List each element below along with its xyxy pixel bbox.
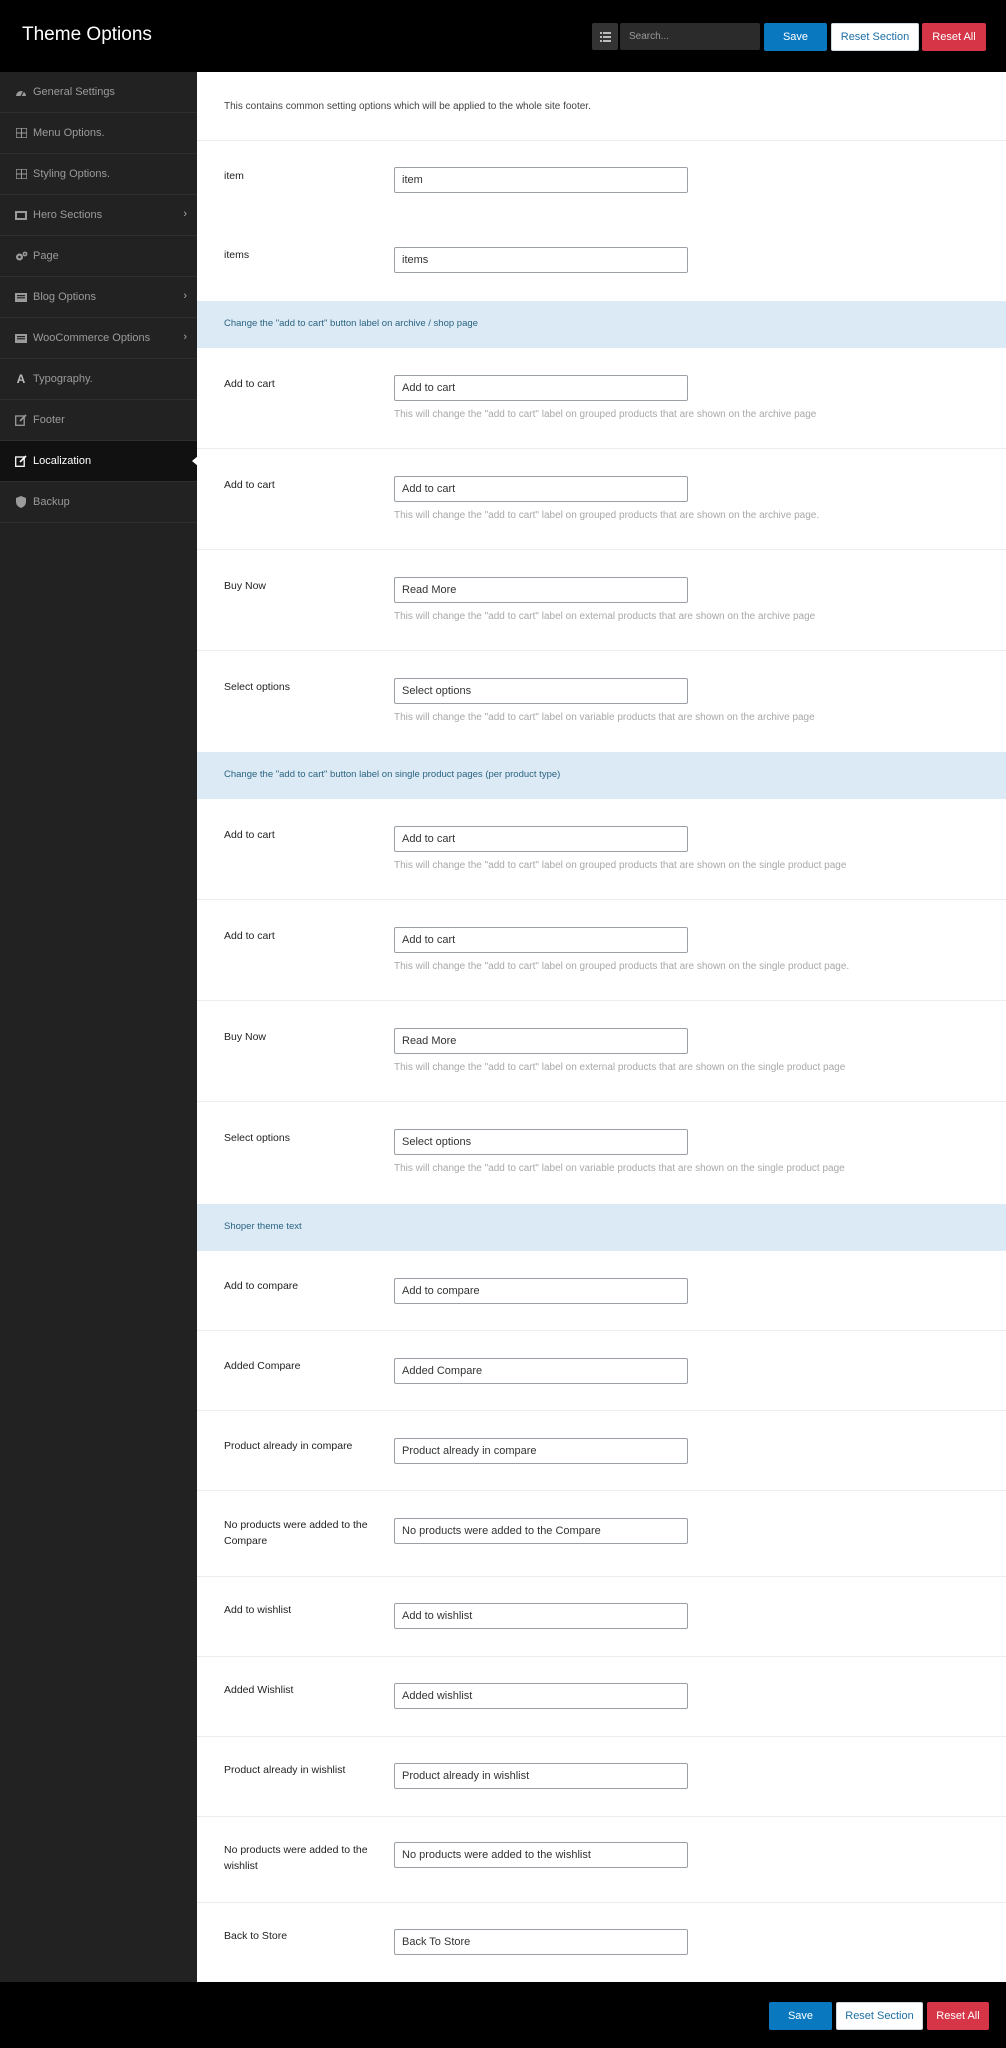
field-row	[197, 1657, 1006, 1737]
add-to-compare-input[interactable]	[394, 1278, 688, 1304]
field-row	[197, 651, 1006, 752]
field-row	[197, 1001, 1006, 1102]
section-header-archive	[197, 301, 1006, 348]
sidebar-item-typography[interactable]	[0, 359, 197, 400]
section-title: Change the "add to cart" button label on single product pages (per product type)	[224, 769, 561, 780]
cogs-icon	[14, 250, 28, 262]
sidebar-item-blog-options[interactable]	[0, 277, 197, 318]
field-label: Select options	[224, 1132, 290, 1144]
field-label: Add to compare	[224, 1280, 299, 1292]
sidebar-item-menu-options[interactable]	[0, 113, 197, 154]
field-label: Product already in wishlist	[224, 1764, 346, 1776]
field-label: Buy Now	[224, 1031, 267, 1043]
sidebar-item-label: General Settings	[33, 86, 115, 98]
section-title: Change the "add to cart" button label on archive / shop page	[224, 318, 478, 329]
field-label: Add to wishlist	[224, 1604, 292, 1616]
field-label: No products were added to the Compare	[224, 1519, 368, 1547]
field-row	[197, 550, 1006, 651]
section-header-single-product	[197, 752, 1006, 799]
main-panel	[197, 72, 1006, 1982]
font-icon: A	[16, 372, 26, 386]
no-products-wishlist-input[interactable]	[394, 1842, 688, 1868]
field-description: This will change the "add to cart" label on grouped products that are shown on the single product page.	[394, 961, 850, 972]
sidebar-item-label: Footer	[33, 414, 65, 426]
field-row	[197, 1251, 1006, 1331]
already-in-compare-input[interactable]	[394, 1438, 688, 1464]
field-description: This will change the "add to cart" label on grouped products that are shown on the archive page	[394, 409, 817, 420]
search-input[interactable]	[620, 23, 760, 50]
section-intro	[197, 72, 1006, 141]
archive-variable-input[interactable]	[394, 678, 688, 704]
field-label: Add to cart	[224, 378, 275, 390]
archive-grouped-input[interactable]	[394, 375, 688, 401]
sidebar-item-label: Localization	[33, 455, 92, 467]
field-label: Add to cart	[224, 930, 275, 942]
dashboard-icon	[14, 86, 28, 98]
sidebar-item-label: Hero Sections	[33, 209, 103, 221]
added-wishlist-input[interactable]	[394, 1683, 688, 1709]
sidebar-item-localization[interactable]	[0, 441, 197, 482]
field-label: Select options	[224, 681, 290, 693]
list-icon	[14, 291, 28, 303]
reset-all-button[interactable]: Reset All	[922, 23, 986, 51]
field-row	[197, 799, 1006, 900]
field-row	[197, 1331, 1006, 1411]
field-label: items	[224, 249, 250, 261]
field-label: Product already in compare	[224, 1440, 353, 1452]
field-label: Back to Store	[224, 1930, 288, 1942]
sidebar-item-woocommerce-options[interactable]	[0, 318, 197, 359]
field-row	[197, 900, 1006, 1001]
no-products-compare-input[interactable]	[394, 1518, 688, 1544]
chevron-right-icon: ›	[183, 208, 187, 220]
sidebar	[0, 72, 197, 1982]
list-view-icon	[600, 31, 611, 42]
field-row	[197, 1817, 1006, 1903]
reset-section-button[interactable]: Reset Section	[831, 23, 919, 51]
item-input[interactable]	[394, 167, 688, 193]
sidebar-item-label: Typography.	[33, 373, 93, 385]
back-to-store-input[interactable]	[394, 1929, 688, 1955]
field-description: This will change the "add to cart" label on external products that are shown on the archive page	[394, 611, 816, 622]
field-label: Buy Now	[224, 580, 267, 592]
cart-icon	[14, 332, 28, 344]
sidebar-item-general-settings[interactable]	[0, 72, 197, 113]
field-row	[197, 449, 1006, 550]
footer-reset-section-button[interactable]: Reset Section	[836, 2002, 923, 2030]
sidebar-item-backup[interactable]	[0, 482, 197, 523]
bottom-footer	[0, 1982, 1006, 2048]
field-label: Added Compare	[224, 1360, 301, 1372]
menu-grid-icon	[14, 127, 28, 139]
section-header-shoper	[197, 1204, 1006, 1251]
sidebar-item-page[interactable]	[0, 236, 197, 277]
shield-icon	[14, 496, 28, 508]
intro-text: This contains common setting options which will be applied to the whole site footer.	[224, 101, 591, 112]
single-variable-input[interactable]	[394, 1129, 688, 1155]
top-header	[0, 0, 1006, 72]
archive-external-input[interactable]	[394, 577, 688, 603]
field-row	[197, 141, 1006, 221]
field-row	[197, 348, 1006, 449]
footer-save-button[interactable]: Save	[769, 2002, 832, 2030]
field-row	[197, 1903, 1006, 1982]
single-grouped-input[interactable]	[394, 826, 688, 852]
field-row	[197, 221, 1006, 301]
field-label: No products were added to the wishlist	[224, 1844, 368, 1872]
edit-icon	[14, 414, 28, 426]
sidebar-item-hero-sections[interactable]	[0, 195, 197, 236]
added-compare-input[interactable]	[394, 1358, 688, 1384]
chevron-right-icon: ›	[183, 290, 187, 302]
save-button[interactable]: Save	[764, 23, 827, 51]
single-simple-input[interactable]	[394, 927, 688, 953]
field-description: This will change the "add to cart" label on grouped products that are shown on the archive page.	[394, 510, 820, 521]
field-label: item	[224, 170, 244, 182]
items-input[interactable]	[394, 247, 688, 273]
add-to-wishlist-input[interactable]	[394, 1603, 688, 1629]
field-row	[197, 1737, 1006, 1817]
field-label: Added Wishlist	[224, 1684, 294, 1696]
field-row	[197, 1411, 1006, 1491]
field-row	[197, 1102, 1006, 1204]
field-row	[197, 1577, 1006, 1657]
single-external-input[interactable]	[394, 1028, 688, 1054]
field-label: Add to cart	[224, 829, 275, 841]
page-title: Theme Options	[22, 24, 152, 45]
sidebar-item-styling-options[interactable]	[0, 154, 197, 195]
chevron-right-icon: ›	[183, 331, 187, 343]
section-title: Shoper theme text	[224, 1221, 302, 1232]
sidebar-item-label: Menu Options.	[33, 127, 105, 139]
field-description: This will change the "add to cart" label on variable products that are shown on the single product page	[394, 1163, 845, 1174]
field-description: This will change the "add to cart" label on grouped products that are shown on the single product page	[394, 860, 847, 871]
footer-reset-all-button[interactable]: Reset All	[927, 2002, 989, 2030]
expand-toggle-button[interactable]	[592, 23, 618, 50]
field-row	[197, 1491, 1006, 1577]
sidebar-item-label: Blog Options	[33, 291, 96, 303]
field-description: This will change the "add to cart" label on variable products that are shown on the archive page	[394, 712, 815, 723]
sidebar-item-footer[interactable]	[0, 400, 197, 441]
archive-simple-input[interactable]	[394, 476, 688, 502]
sidebar-item-label: Styling Options.	[33, 168, 111, 180]
field-label: Add to cart	[224, 479, 275, 491]
styling-grid-icon	[14, 168, 28, 180]
edit-icon	[14, 455, 28, 467]
sidebar-item-label: Page	[33, 250, 59, 262]
already-in-wishlist-input[interactable]	[394, 1763, 688, 1789]
sidebar-item-label: Backup	[33, 496, 70, 508]
sidebar-item-label: WooCommerce Options	[33, 332, 151, 344]
field-description: This will change the "add to cart" label on external products that are shown on the single product page	[394, 1062, 846, 1073]
image-icon	[14, 209, 28, 221]
